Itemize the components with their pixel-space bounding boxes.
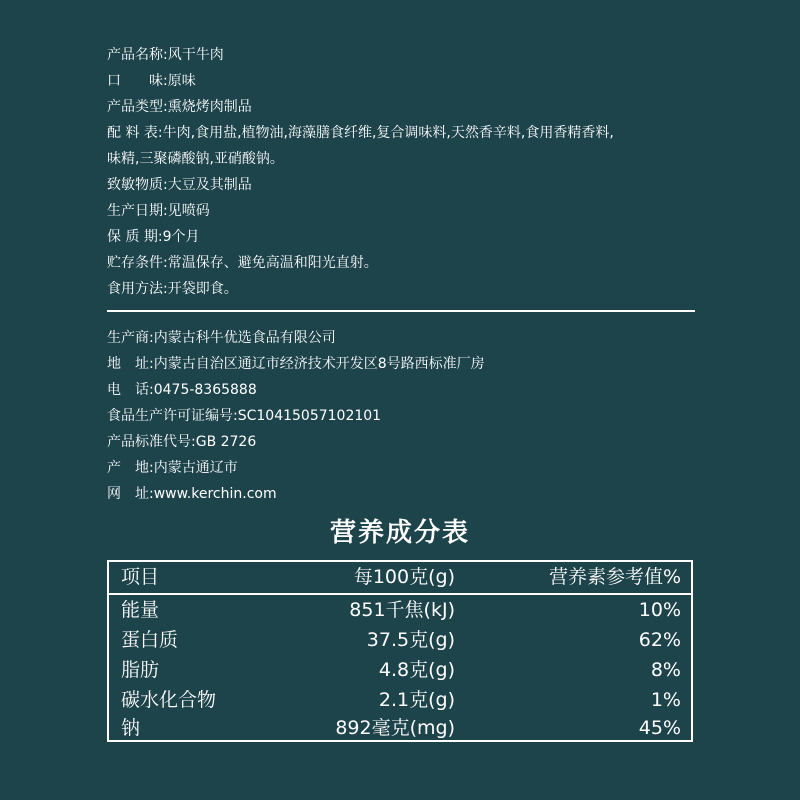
phone-row [107, 377, 707, 403]
nutrient-nrv: 1% [650, 689, 681, 711]
website-row [107, 481, 707, 507]
manufacturer-row [107, 325, 707, 351]
shelf-life-label: 保 质 期: [107, 229, 163, 245]
storage-value: 常温保存、避免高温和阳光直射。 [167, 255, 378, 271]
nutrient-name: 碳水化合物 [121, 689, 217, 711]
section-divider [107, 310, 695, 312]
nutrition-table [107, 560, 693, 742]
nutrient-name: 蛋白质 [121, 629, 179, 651]
product-type-label: 产品类型: [107, 99, 168, 115]
manufacturer-value: 内蒙古科牛优选食品有限公司 [153, 330, 336, 346]
license-row [107, 403, 707, 429]
phone-label: 电 话: [107, 382, 154, 398]
usage-label: 食用方法: [107, 281, 168, 297]
table-row [109, 595, 691, 625]
table-row [109, 655, 691, 685]
nutrient-name: 能量 [121, 599, 160, 621]
ingredients-value: 牛肉,食用盐,植物油,海藻膳食纤维,复合调味料,天然香辛料,食用香精香料, [162, 125, 614, 141]
table-row [109, 685, 691, 715]
nutrient-nrv: 10% [638, 599, 681, 621]
header-item: 项目 [121, 566, 160, 588]
production-date-row [107, 198, 707, 224]
product-name-value: 风干牛肉 [167, 47, 224, 63]
allergen-row [107, 172, 707, 198]
header-per-100g: 每100克(g) [353, 566, 455, 588]
website-label: 网 址: [107, 486, 154, 502]
address-row [107, 351, 707, 377]
nutrient-amount: 892毫克(mg) [335, 717, 455, 739]
origin-label: 产 地: [107, 460, 154, 476]
production-date-value: 见喷码 [167, 203, 210, 219]
product-type-row [107, 94, 707, 120]
flavor-value: 原味 [167, 73, 196, 89]
usage-row [107, 276, 707, 302]
shelf-life-row [107, 224, 707, 250]
product-name-label: 产品名称: [107, 47, 168, 63]
allergen-value: 大豆及其制品 [167, 177, 252, 193]
storage-label: 贮存条件: [107, 255, 168, 271]
product-name-row [107, 42, 707, 68]
flavor-row [107, 68, 707, 94]
manufacturer-label: 生产商: [107, 330, 154, 346]
address-label: 地 址: [107, 356, 154, 372]
production-date-label: 生产日期: [107, 203, 168, 219]
nutrient-amount: 2.1克(g) [378, 689, 455, 711]
nutrient-name: 钠 [121, 717, 141, 739]
table-row [109, 713, 691, 743]
standard-row [107, 429, 707, 455]
license-label: 食品生产许可证编号: [107, 408, 238, 424]
phone-value: 0475-8365888 [153, 382, 257, 398]
ingredients-row [107, 120, 707, 146]
usage-value: 开袋即食。 [167, 281, 238, 297]
nutrient-nrv: 45% [638, 717, 681, 739]
ingredients-value-continued: 味精,三聚磷酸钠,亚硝酸钠。 [107, 151, 284, 167]
nutrient-amount: 37.5克(g) [366, 629, 455, 651]
flavor-label: 口 味: [107, 73, 168, 89]
manufacturer-section [107, 325, 707, 507]
origin-row [107, 455, 707, 481]
address-value: 内蒙古自治区通辽市经济技术开发区8号路西标准厂房 [153, 356, 485, 372]
nutrient-nrv: 8% [650, 659, 681, 681]
ingredients-row-continued [107, 146, 707, 172]
product-info-section [107, 42, 707, 302]
origin-value: 内蒙古通辽市 [153, 460, 238, 476]
nutrient-amount: 4.8克(g) [378, 659, 455, 681]
nutrient-amount: 851千焦(kJ) [349, 599, 455, 621]
nutrient-name: 脂肪 [121, 659, 160, 681]
standard-label: 产品标准代号: [107, 434, 196, 450]
nutrition-table-title: 营养成分表 [329, 518, 470, 548]
header-nrv: 营养素参考值% [548, 566, 681, 588]
standard-value: GB 2726 [195, 434, 257, 450]
product-type-value: 熏烧烤肉制品 [167, 99, 252, 115]
nutrient-nrv: 62% [638, 629, 681, 651]
allergen-label: 致敏物质: [107, 177, 168, 193]
shelf-life-value: 9个月 [162, 229, 200, 245]
nutrition-header-row [109, 562, 691, 592]
website-value: www.kerchin.com [153, 486, 277, 502]
license-value: SC10415057102101 [237, 408, 382, 424]
table-row [109, 625, 691, 655]
storage-row [107, 250, 707, 276]
ingredients-label: 配 料 表: [107, 125, 163, 141]
